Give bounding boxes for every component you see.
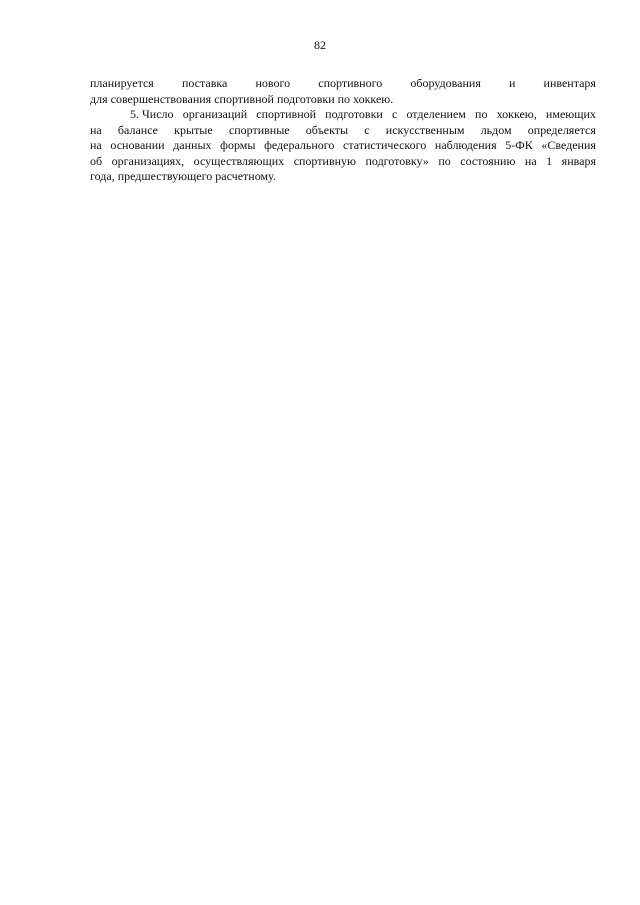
page-number: 82	[314, 38, 326, 52]
word: 5. Число	[130, 107, 174, 121]
word: объекты	[305, 122, 349, 137]
word: по	[438, 153, 451, 168]
word: на	[524, 153, 537, 168]
word: оборудования	[410, 76, 481, 90]
word: подготовку»	[365, 153, 429, 168]
word: определяется	[527, 122, 596, 137]
word: хоккею,	[496, 107, 537, 121]
word: подготовки	[325, 107, 383, 121]
word: основании	[110, 138, 165, 152]
word: 1	[546, 153, 553, 168]
paragraph-2-line-3	[90, 138, 596, 154]
word: по	[475, 107, 488, 121]
paragraph-2-line-1	[90, 107, 596, 123]
word: формы	[220, 138, 256, 152]
word: отделением	[406, 107, 466, 121]
word: нового	[255, 76, 291, 90]
paragraph-1-line-2: для совершенствования спортивной подготовки по хоккею.	[90, 91, 394, 106]
word: организаций	[182, 107, 248, 121]
word: имеющих	[545, 107, 596, 121]
paragraph-1-line-1	[90, 76, 596, 92]
word: статистического	[343, 138, 427, 152]
word: спортивного	[318, 76, 383, 90]
paragraph-2-line-5: года, предшествующего расчетному.	[90, 169, 276, 183]
word: крытые	[174, 122, 213, 137]
word: спортивные	[228, 122, 290, 137]
paragraph-2-line-2	[90, 123, 596, 139]
word: балансе	[117, 122, 158, 137]
document-body	[90, 76, 596, 185]
word: льдом	[480, 122, 512, 137]
word: на	[90, 122, 102, 137]
word: «Сведения	[541, 138, 596, 152]
word: с	[391, 107, 398, 121]
word: об	[90, 153, 103, 168]
paragraph-2-line-4	[90, 154, 596, 170]
word: и	[508, 76, 516, 90]
word: данных	[173, 138, 212, 152]
word: спортивную	[293, 153, 356, 168]
word: на	[90, 138, 102, 152]
word: федерального	[264, 138, 335, 152]
word: состоянию	[460, 153, 516, 168]
word: организациях,	[111, 153, 185, 168]
word: наблюдения	[434, 138, 497, 152]
word: осуществляющих	[193, 153, 285, 168]
word: искусственным	[385, 122, 465, 137]
word: 5-ФК	[505, 138, 533, 152]
word: инвентаря	[543, 76, 596, 90]
word: с	[364, 122, 370, 137]
word: планируется	[90, 76, 154, 90]
word: спортивной	[256, 107, 317, 121]
word: поставка	[181, 76, 228, 90]
word: января	[561, 153, 596, 168]
